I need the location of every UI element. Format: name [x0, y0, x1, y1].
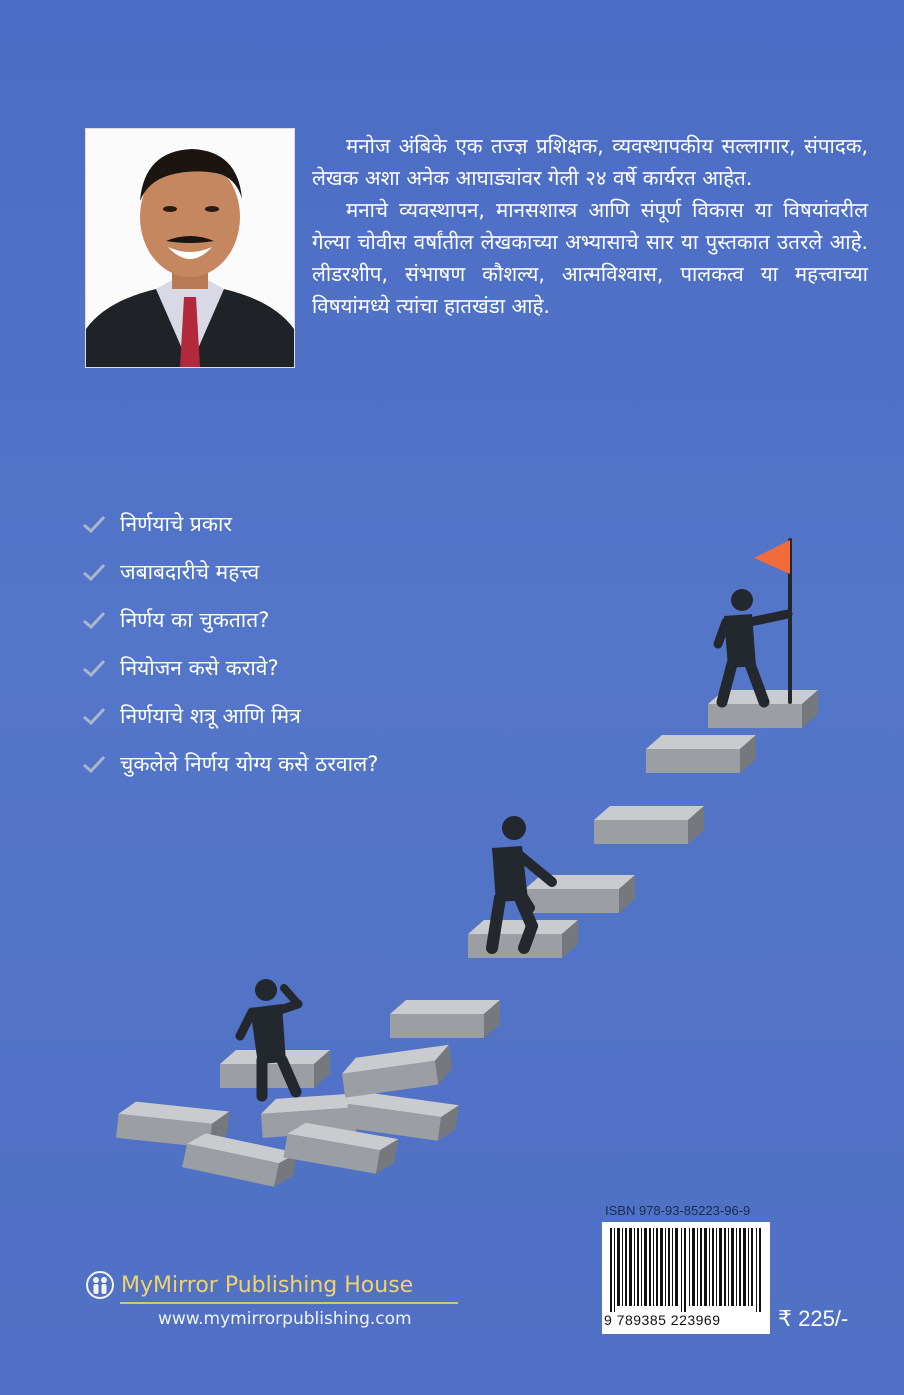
stairs-illustration — [100, 530, 840, 1220]
author-photo — [85, 128, 295, 368]
topic-label: नियोजन कसे करावे? — [120, 656, 279, 680]
people-logo-icon — [85, 1270, 115, 1300]
step-block — [646, 735, 756, 773]
publisher-name: MyMirror Publishing House — [121, 1272, 414, 1298]
barcode — [610, 1228, 762, 1312]
flag-icon — [754, 540, 790, 574]
step-block — [594, 806, 704, 844]
bio-paragraph-1: मनोज अंबिके एक तज्ज्ञ प्रशिक्षक, व्यवस्थापकीय सल्लागार, संपादक, लेखक अशा अनेक आघाड्यांवर गेली २४ वर्षे कार्यरत आहेत. — [312, 134, 868, 190]
topic-label: चुकलेले निर्णय योग्य कसे ठरवाल? — [120, 752, 379, 776]
step-block — [390, 1000, 500, 1038]
bio-paragraph-2: मनाचे व्यवस्थापन, मानसशास्त्र आणि संपूर्ण विकास या विषयांवरील गेल्या चोवीस वर्षांतील लेखकाच्या अभ्यासाचे सार या पुस्तकात उतरले आहे. लीडरशीप, संभाषण कौशल्य, आत्मविश्वास, पालकत्व या महत्त्वाच्या विषयांमध्ये त्यांचा हातखंडा आहे. — [312, 198, 868, 318]
publisher-divider — [120, 1302, 458, 1304]
publisher-block — [85, 1270, 413, 1300]
author-bio — [312, 130, 868, 322]
barcode-number: 9 789385 223969 — [604, 1312, 721, 1328]
topic-label: निर्णयाचे प्रकार — [120, 512, 233, 536]
topic-label: निर्णयाचे शत्रू आणि मित्र — [120, 704, 301, 728]
topic-label: निर्णय का चुकतात? — [120, 608, 270, 632]
isbn-label: ISBN 978-93-85223-96-9 — [605, 1203, 751, 1218]
publisher-url[interactable]: www.mymirrorpublishing.com — [158, 1309, 412, 1329]
price: ₹ 225/- — [778, 1306, 849, 1331]
topic-label: जबाबदारीचे महत्त्व — [120, 560, 260, 584]
step-block — [525, 875, 635, 913]
